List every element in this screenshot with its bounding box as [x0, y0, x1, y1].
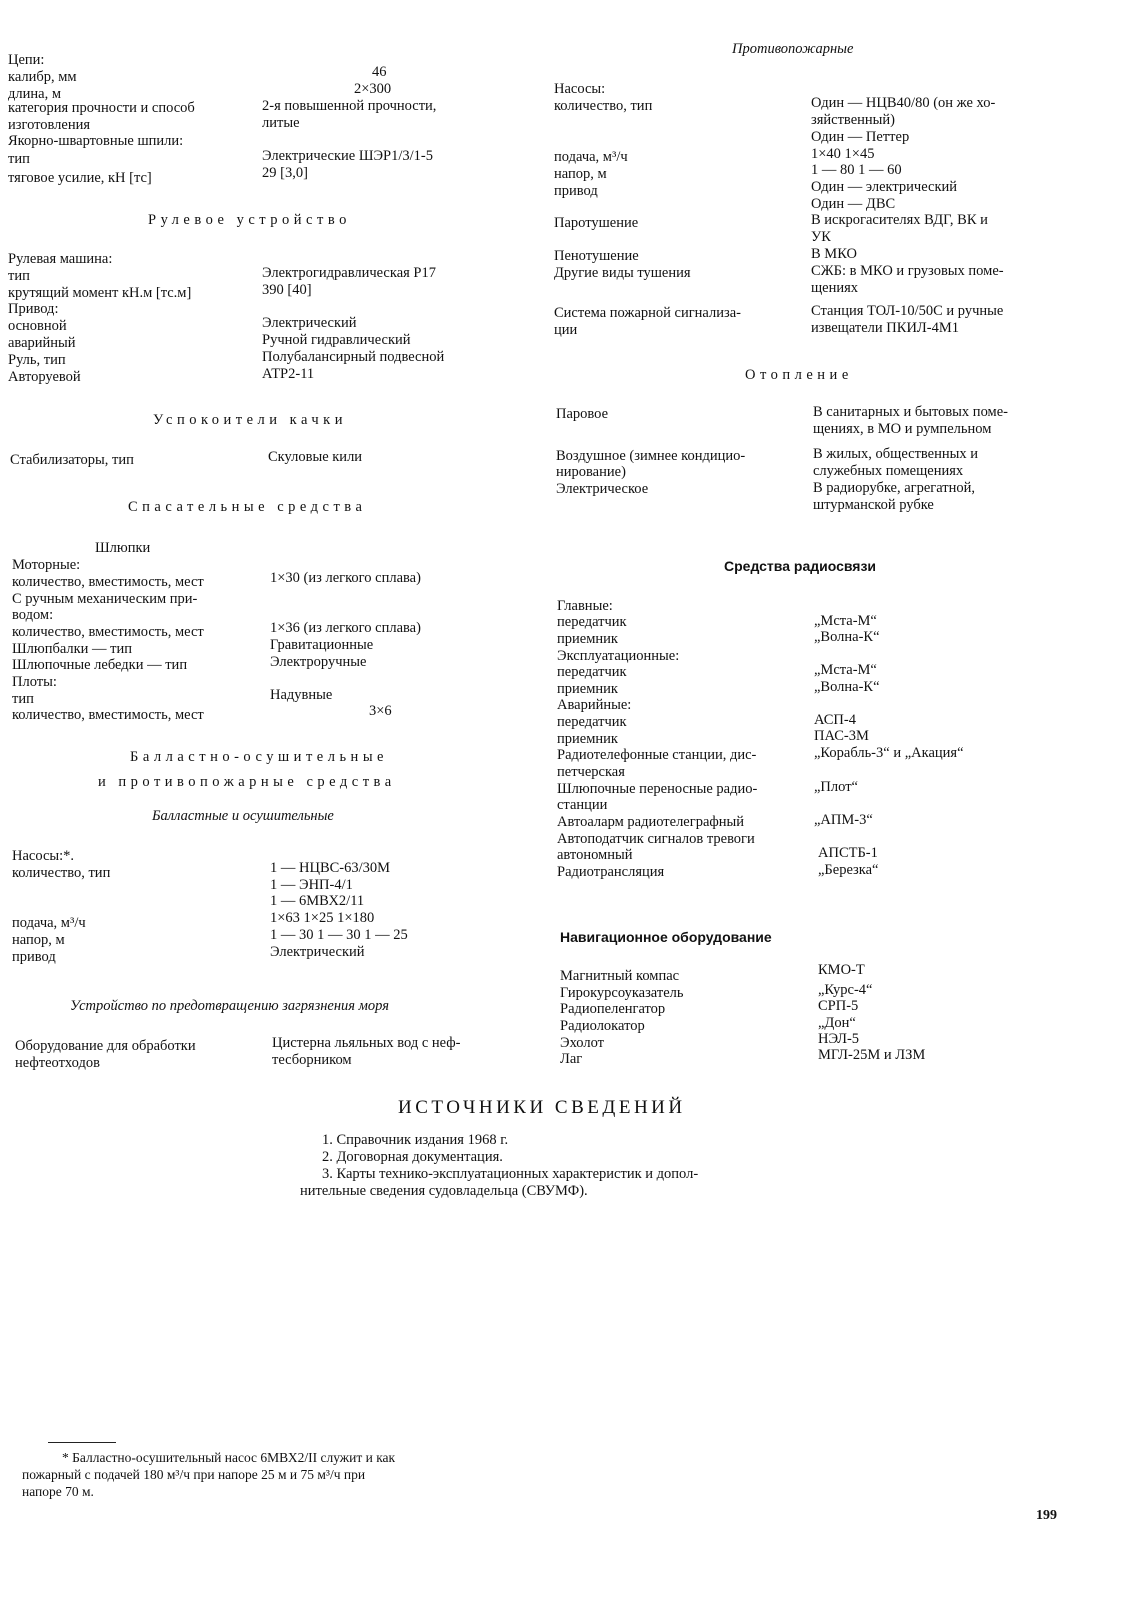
heating-air-value-2: служебных помещениях: [813, 463, 964, 479]
motor-boats-qty-value: 1×30 (из легкого сплава): [270, 570, 421, 586]
footnote-line-1: * Балластно-осушительный насос 6МВХ2/II служит и как: [62, 1450, 396, 1465]
torque-value: 390 [40]: [262, 282, 312, 298]
radio-main-tx-label: передатчик: [557, 614, 627, 630]
sources-heading: ИСТОЧНИКИ СВЕДЕНИЙ: [398, 1097, 686, 1118]
fire-alarm-value-2: извещатели ПКИЛ-4М1: [811, 320, 959, 336]
length-value: 2×300: [354, 81, 392, 97]
fire-drive-label: привод: [554, 183, 598, 199]
autosender-label: Автоподатчик сигналов тревоги: [557, 831, 755, 847]
broadcast-value: „Березка“: [818, 862, 879, 878]
radio-ops-tx-value: „Мста-М“: [814, 662, 877, 678]
other-extinguishing-value: СЖБ: в МКО и грузовых поме-: [811, 263, 1004, 279]
length-label: длина, м: [8, 86, 61, 102]
rafts-qty-value: 3×6: [369, 703, 392, 719]
radio-ops-label: Эксплуатационные:: [557, 648, 680, 664]
log-label: Лаг: [560, 1051, 583, 1067]
autopilot-value: АТР2-11: [262, 366, 315, 382]
fire-qty-value-2: зяйственный): [811, 112, 895, 128]
fire-heading: Противопожарные: [732, 41, 854, 57]
radio-emergency-rx-label: приемник: [557, 731, 618, 747]
rafts-qty-label: количество, вместимость, мест: [12, 707, 204, 723]
rafts-label: Плоты:: [12, 674, 57, 690]
pull-value: 29 [3,0]: [262, 165, 308, 181]
fire-flow-label: подача, м³/ч: [554, 149, 628, 165]
radio-ops-tx-label: передатчик: [557, 664, 627, 680]
radio-main-tx-value: „Мста-М“: [814, 613, 877, 629]
heating-steam-value: В санитарных и бытовых поме-: [813, 404, 1008, 420]
pollution-label-2: нефтеотходов: [15, 1055, 100, 1071]
portable-radio-label-2: станции: [557, 797, 608, 813]
radio-ops-rx-value: „Волна-К“: [814, 679, 880, 695]
pollution-value: Цистерна льяльных вод с неф-: [272, 1035, 461, 1051]
category-value: 2-я повышенной прочности,: [262, 98, 437, 114]
ballast-pumps-label: Насосы:*.: [12, 848, 75, 864]
fire-pumps-label: Насосы:: [554, 81, 606, 97]
radio-heading: Средства радиосвязи: [724, 558, 877, 574]
caliber-value: 46: [372, 64, 387, 80]
pull-label: тяговое усилие, кН [тс]: [8, 170, 152, 186]
chains-label: Цепи:: [8, 52, 45, 68]
ballast-head-label: напор, м: [12, 932, 65, 948]
radiophone-value: „Корабль-3“ и „Акация“: [814, 745, 964, 761]
drive-label: Привод:: [8, 301, 59, 317]
radio-main-rx-value: „Волна-К“: [814, 629, 880, 645]
other-extinguishing-label: Другие виды тушения: [554, 265, 691, 281]
log-value: МГЛ-25М и ЛЗМ: [818, 1047, 926, 1063]
source-item-1: 1. Справочник издания 1968 г.: [322, 1132, 509, 1148]
ballast-pump-3: 1 — 6МВХ2/11: [270, 893, 365, 909]
ballast-heading: Балластно-осушительные: [130, 749, 388, 765]
autoalarm-label: Автоаларм радиотелеграфный: [557, 814, 745, 830]
radio-emergency-rx-value: ПАС-3М: [814, 728, 869, 744]
ballast-drive-label: привод: [12, 949, 56, 965]
broadcast-label: Радиотрансляция: [557, 864, 665, 880]
heating-electric-label: Электрическое: [556, 481, 649, 497]
manual-boats-qty-label: количество, вместимость, мест: [12, 624, 204, 640]
autosender-value: АПСТБ-1: [818, 845, 878, 861]
source-item-3: 3. Карты технико-эксплуатационных характеристик и допол-: [322, 1166, 699, 1182]
fire-flow-value: 1×40 1×45: [811, 146, 875, 162]
winches-value: Электроручные: [270, 654, 367, 670]
autosender-label-2: автономный: [557, 847, 633, 863]
echo-value: НЭЛ-5: [818, 1031, 860, 1047]
steam-smothering-value: В искрогасителях ВДГ, ВК и: [811, 212, 988, 228]
radio-emergency-tx-label: передатчик: [557, 714, 627, 730]
drive-main-value: Электрический: [262, 315, 357, 331]
ballast-head-value: 1 — 30 1 — 30 1 — 25: [270, 927, 408, 943]
category-value-2: литые: [262, 115, 300, 131]
radiophone-label-2: петчерская: [557, 764, 625, 780]
ballast-qty-type-label: количество, тип: [12, 865, 111, 881]
caliber-label: калибр, мм: [8, 69, 77, 85]
gyro-label: Гирокурсоуказатель: [560, 985, 684, 1001]
steam-smothering-value-2: УК: [811, 229, 831, 245]
fire-alarm-value: Станция ТОЛ-10/50С и ручные: [811, 303, 1004, 319]
source-item-2: 2. Договорная документация.: [322, 1149, 503, 1165]
rafts-type-label: тип: [12, 691, 34, 707]
windlass-type-label: тип: [8, 151, 30, 167]
rudder-label: Руль, тип: [8, 352, 66, 368]
drive-emergency-label: аварийный: [8, 335, 76, 351]
other-extinguishing-value-2: щениях: [811, 280, 859, 296]
motor-boats-qty-label: количество, вместимость, мест: [12, 574, 204, 590]
radio-main-rx-label: приемник: [557, 631, 618, 647]
manual-boats-label-2: водом:: [12, 607, 54, 623]
radio-main-label: Главные:: [557, 598, 613, 614]
footnote-line-3: напоре 70 м.: [22, 1484, 94, 1499]
fire-drive-value-2: Один — ДВС: [811, 196, 896, 212]
drive-main-label: основной: [8, 318, 67, 334]
portable-radio-label: Шлюпочные переносные радио-: [557, 781, 758, 797]
fire-head-label: напор, м: [554, 166, 607, 182]
heating-electric-value-2: штурманской рубке: [813, 497, 934, 513]
manual-boats-qty-value: 1×36 (из легкого сплава): [270, 620, 421, 636]
heating-steam-label: Паровое: [556, 406, 609, 422]
pollution-value-2: тесборником: [272, 1052, 352, 1068]
echo-label: Эхолот: [560, 1035, 604, 1051]
rudder-value: Полубалансирный подвесной: [262, 349, 445, 365]
pollution-heading: Устройство по предотвращению загрязнения моря: [70, 998, 389, 1014]
pollution-label: Оборудование для обработки: [15, 1038, 196, 1054]
boats-heading: Шлюпки: [95, 540, 151, 556]
footnote-divider: [48, 1442, 116, 1443]
radio-ops-rx-label: приемник: [557, 681, 618, 697]
fire-head-value: 1 — 80 1 — 60: [811, 162, 902, 178]
ballast-flow-label: подача, м³/ч: [12, 915, 86, 931]
source-item-3-cont: нительные сведения судовладельца (СВУМФ).: [300, 1183, 588, 1199]
manual-boats-label: С ручным механическим при-: [12, 591, 198, 607]
radiophone-label: Радиотелефонные станции, дис-: [557, 747, 757, 763]
rdf-label: Радиопеленгатор: [560, 1001, 666, 1017]
autopilot-label: Авторуевой: [8, 369, 81, 385]
category-label-2: изготовления: [8, 117, 91, 133]
foam-value: В МКО: [811, 246, 857, 262]
ballast-drive-value: Электрический: [270, 944, 365, 960]
fire-qty-value-3: Один — Петтер: [811, 129, 910, 145]
heating-heading: Отопление: [745, 367, 853, 383]
winches-label: Шлюпочные лебедки — тип: [12, 657, 188, 673]
rdf-value: СРП-5: [818, 998, 859, 1014]
windlass-type-value: Электрические ШЭР1/3/1-5: [262, 148, 433, 164]
steering-type-label: тип: [8, 268, 30, 284]
steering-type-value: Электрогидравлическая Р17: [262, 265, 436, 281]
steam-smothering-label: Паротушение: [554, 215, 639, 231]
ballast-pump-2: 1 — ЭНП-4/1: [270, 877, 353, 893]
drive-emergency-value: Ручной гидравлический: [262, 332, 411, 348]
category-label: категория прочности и способ: [8, 100, 195, 116]
rafts-type-value: Надувные: [270, 687, 333, 703]
nav-heading: Навигационное оборудование: [560, 929, 772, 945]
footnote-line-2: пожарный с подачей 180 м³/ч при напоре 25 м и 75 м³/ч при: [22, 1467, 366, 1482]
windlass-label: Якорно-швартовные шпили:: [8, 133, 184, 149]
stabilizers-heading: Успокоители качки: [153, 412, 347, 428]
radar-label: Радиолокатор: [560, 1018, 645, 1034]
lifesaving-heading: Спасательные средства: [128, 499, 367, 515]
heating-air-value: В жилых, общественных и: [813, 446, 979, 462]
davits-label: Шлюпбалки — тип: [12, 641, 133, 657]
heating-steam-value-2: щениях, в МО и румпельном: [813, 421, 992, 437]
ballast-heading-2: и противопожарные средства: [98, 774, 396, 790]
heating-air-label: Воздушное (зимнее кондицио-: [556, 448, 746, 464]
torque-label: крутящий момент кН.м [тс.м]: [8, 285, 192, 301]
foam-label: Пенотушение: [554, 248, 639, 264]
page-number: 199: [1036, 1508, 1057, 1523]
autoalarm-value: „АПМ-3“: [814, 812, 873, 828]
davits-value: Гравитационные: [270, 637, 374, 653]
fire-qty-label: количество, тип: [554, 98, 653, 114]
fire-drive-value: Один — электрический: [811, 179, 958, 195]
steering-heading: Рулевое устройство: [148, 212, 351, 228]
ballast-subheading: Балластные и осушительные: [152, 808, 334, 824]
gyro-value: „Курс-4“: [818, 982, 873, 998]
portable-radio-value: „Плот“: [814, 779, 858, 795]
fire-alarm-label: Система пожарной сигнализа-: [554, 305, 741, 321]
fire-alarm-label-2: ции: [554, 322, 578, 338]
radio-emergency-label: Аварийные:: [557, 697, 632, 713]
radio-emergency-tx-value: АСП-4: [814, 712, 856, 728]
ballast-pump-1: 1 — НЦВС-63/30М: [270, 860, 391, 876]
steering-machine-label: Рулевая машина:: [8, 251, 113, 267]
stabilizers-value: Скуловые кили: [268, 449, 363, 465]
fire-qty-value: Один — НЦВ40/80 (он же хо-: [811, 95, 996, 111]
stabilizers-label: Стабилизаторы, тип: [10, 452, 134, 468]
ballast-flow-value: 1×63 1×25 1×180: [270, 910, 375, 926]
heating-air-label-2: нирование): [556, 464, 626, 480]
compass-label: Магнитный компас: [560, 968, 680, 984]
compass-value: КМО-Т: [818, 962, 865, 978]
radar-value: „Дон“: [818, 1015, 856, 1031]
heating-electric-value: В радиорубке, агрегатной,: [813, 480, 976, 496]
motor-boats-label: Моторные:: [12, 557, 81, 573]
